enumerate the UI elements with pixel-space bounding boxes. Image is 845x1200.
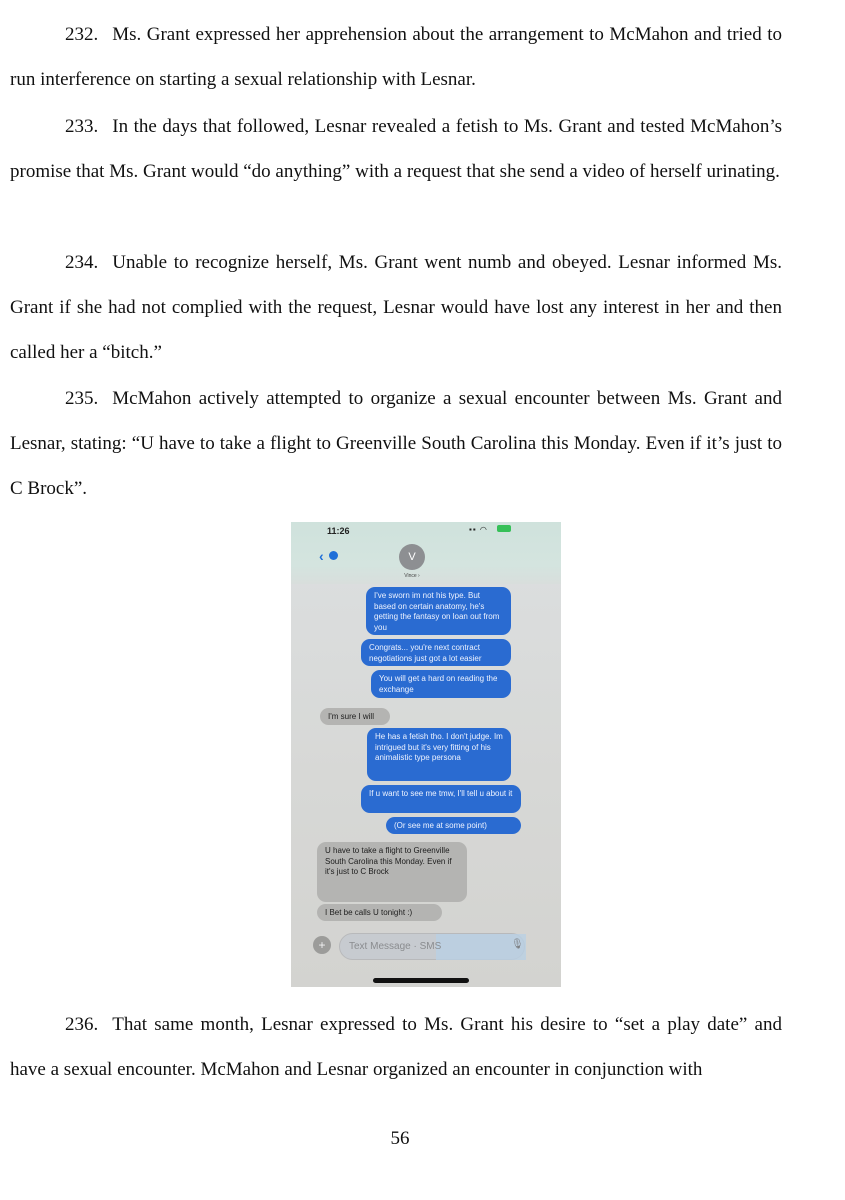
- microphone-icon: 🎙: [511, 939, 524, 950]
- paragraph-text: Unable to recognize herself, Ms. Grant went numb and obeyed. Lesnar informed Ms. Grant if she had not complied with the request, Lesnar would have lost any interest in her and then called her a “bitch.”: [10, 252, 782, 363]
- paragraph-235: [10, 376, 782, 511]
- paragraph-number: 236.: [65, 1014, 99, 1035]
- message-bubble-outgoing: Congrats... you're next contract negotiations just got a lot easier: [361, 639, 511, 666]
- text-message-screenshot: [291, 522, 561, 987]
- message-bubble-outgoing: (Or see me at some point): [386, 817, 521, 834]
- paragraph-236: [10, 1002, 782, 1092]
- paragraph-text: That same month, Lesnar expressed to Ms. Grant his desire to “set a play date” and have a sexual encounter. McMahon and Lesnar organized an encounter in conjunction with: [10, 1014, 782, 1080]
- paragraph-text: Ms. Grant expressed her apprehension about the arrangement to McMahon and tried to run interference on starting a sexual relationship with Lesnar.: [10, 24, 782, 90]
- paragraph-234: [10, 240, 782, 375]
- home-indicator: [373, 978, 469, 983]
- paragraph-number: 233.: [65, 116, 99, 137]
- paragraph-text: In the days that followed, Lesnar revealed a fetish to Ms. Grant and tested McMahon’s promise that Ms. Grant would “do anything” with a request that she send a video of herself urinating.: [10, 116, 782, 182]
- status-time: 11:26: [327, 526, 350, 536]
- contact-name: Vince ›: [404, 573, 420, 579]
- paragraph-number: 232.: [65, 24, 99, 45]
- signal-wifi-icon: ▪▪ ◠: [469, 525, 488, 534]
- plus-icon: +: [313, 936, 331, 954]
- message-bubble-outgoing: I've sworn im not his type. But based on certain anatomy, he's getting the fantasy on loan out from you: [366, 587, 511, 635]
- unread-badge: [329, 551, 338, 560]
- compose-placeholder: Text Message · SMS: [349, 941, 442, 952]
- chevron-left-icon: ‹: [319, 548, 324, 564]
- message-bubble-incoming: I Bet be calls U tonight :): [317, 904, 442, 921]
- page-number: 56: [390, 1128, 410, 1149]
- paragraph-number: 234.: [65, 252, 99, 273]
- battery-icon: [497, 525, 511, 532]
- message-bubble-outgoing: He has a fetish tho. I don't judge. Im intrigued but it's very fitting of his animalistic type persona: [367, 728, 511, 781]
- message-bubble-outgoing: If u want to see me tmw, I'll tell u about it: [361, 785, 521, 813]
- paragraph-232: [10, 12, 782, 102]
- message-bubble-incoming: I'm sure I will: [320, 708, 390, 725]
- paragraph-number: 235.: [65, 388, 99, 409]
- paragraph-text: McMahon actively attempted to organize a sexual encounter between Ms. Grant and Lesnar, stating: “U have to take a flight to Greenville South Carolina this Monday. Even if it’s just to C Brock”.: [10, 388, 782, 499]
- avatar: V: [399, 544, 425, 570]
- paragraph-233: [10, 104, 782, 194]
- message-bubble-outgoing: You will get a hard on reading the exchange: [371, 670, 511, 698]
- message-bubble-incoming: U have to take a flight to Greenville South Carolina this Monday. Even if it's just to C Brock: [317, 842, 467, 902]
